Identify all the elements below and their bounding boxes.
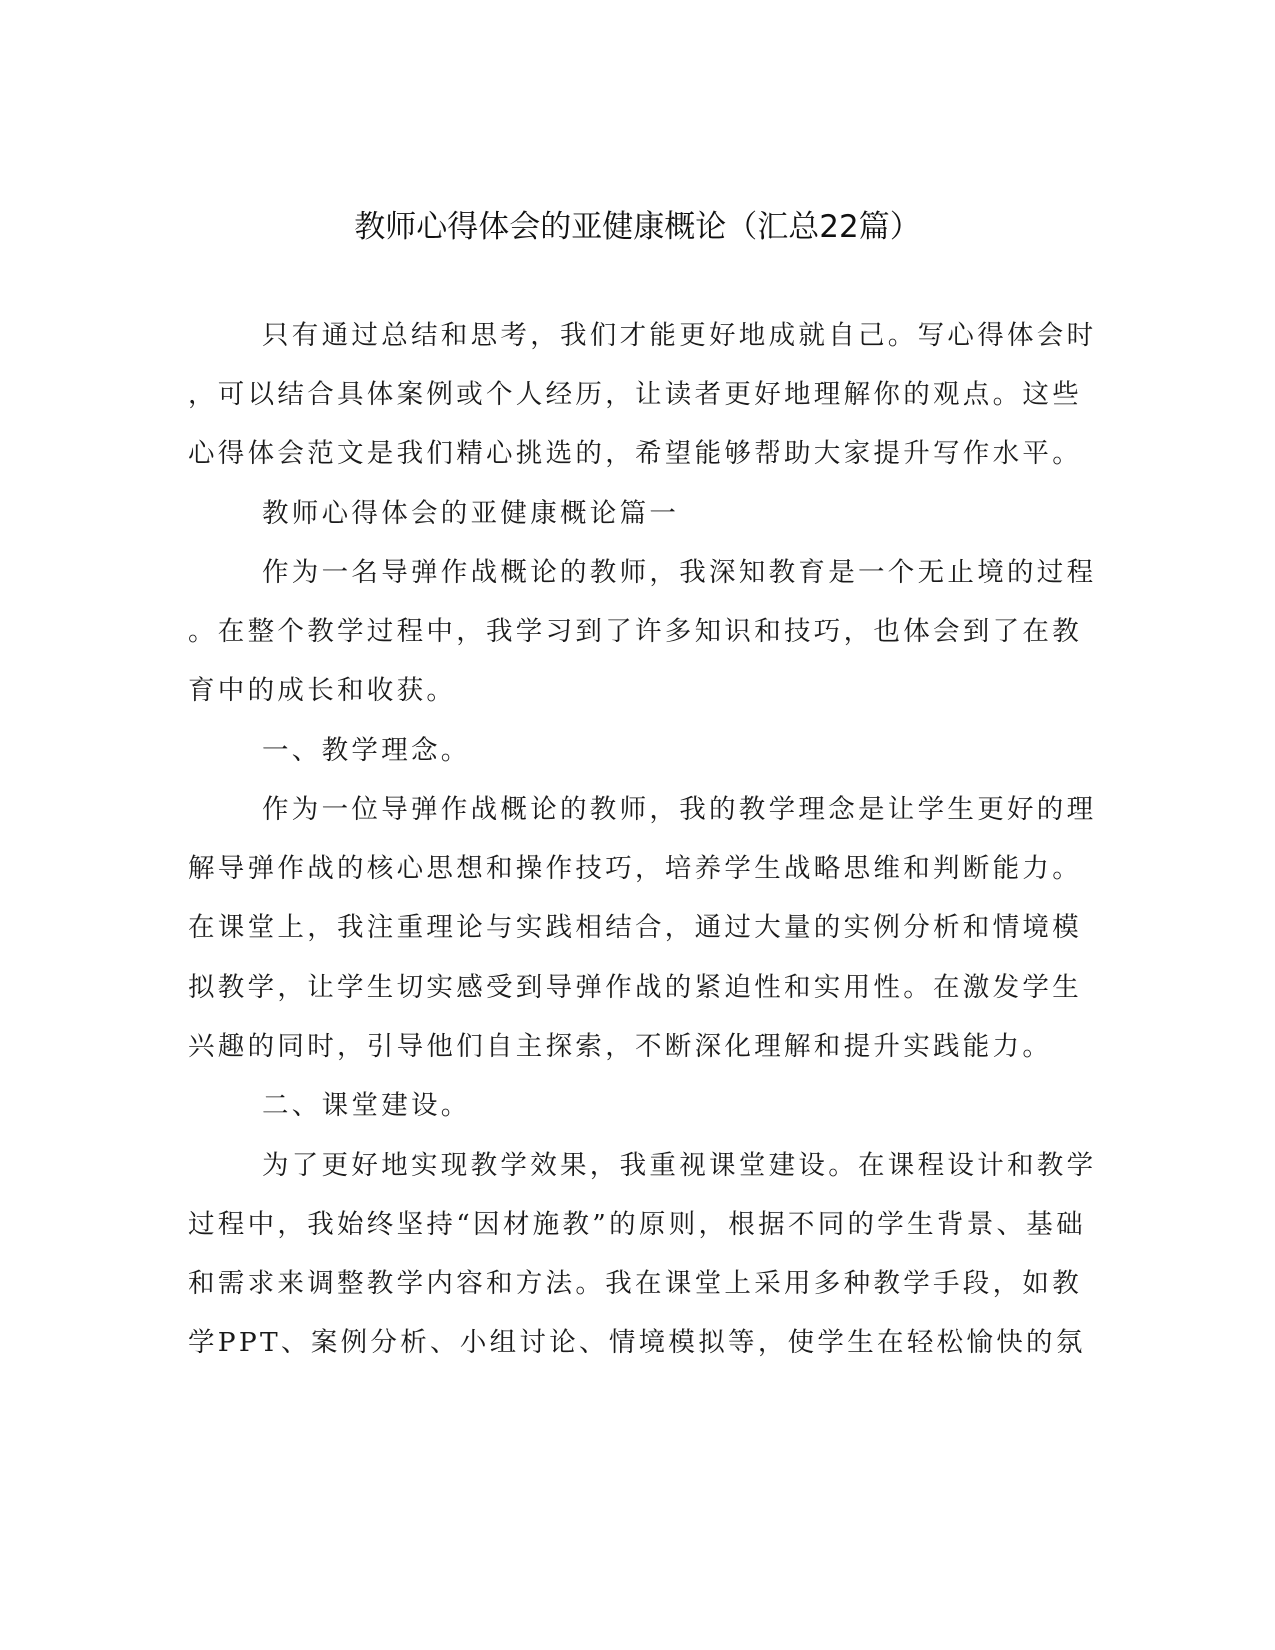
paragraph-line: ，可以结合具体案例或个人经历，让读者更好地理解你的观点。这些	[188, 379, 1082, 410]
paragraph-line: 解导弹作战的核心思想和操作技巧，培养学生战略思维和判断能力。	[188, 853, 1082, 884]
paragraph-line: 育中的成长和收获。	[188, 675, 457, 706]
paragraph-line: 兴趣的同时，引导他们自主探索，不断深化理解和提升实践能力。	[188, 1031, 1053, 1062]
paragraph-line: 。在整个教学过程中，我学习到了许多知识和技巧，也体会到了在教	[188, 616, 1082, 647]
paragraph-line: 学PPT、案例分析、小组讨论、情境模拟等，使学生在轻松愉快的氛	[188, 1327, 1086, 1358]
paragraph-line: 在课堂上，我注重理论与实践相结合，通过大量的实例分析和情境模	[188, 912, 1082, 943]
paragraph-line: 为了更好地实现教学效果，我重视课堂建设。在课程设计和教学	[262, 1150, 1097, 1181]
paragraph-line: 只有通过总结和思考，我们才能更好地成就自己。写心得体会时	[262, 320, 1097, 351]
document-title: 教师心得体会的亚健康概论（汇总22篇）	[354, 209, 921, 245]
paragraph-line: 拟教学，让学生切实感受到导弹作战的紧迫性和实用性。在激发学生	[188, 972, 1082, 1003]
paragraph-line: 心得体会范文是我们精心挑选的，希望能够帮助大家提升写作水平。	[188, 438, 1082, 469]
paragraph-line: 过程中，我始终坚持“因材施教”的原则，根据不同的学生背景、基础	[188, 1209, 1086, 1240]
paragraph-line: 作为一位导弹作战概论的教师，我的教学理念是让学生更好的理	[262, 794, 1097, 825]
paragraph-line: 作为一名导弹作战概论的教师，我深知教育是一个无止境的过程	[262, 557, 1097, 588]
subsection-heading: 一、教学理念。	[262, 735, 471, 766]
subsection-heading: 二、课堂建设。	[262, 1090, 471, 1121]
paragraph-line: 和需求来调整教学内容和方法。我在课堂上采用多种教学手段，如教	[188, 1268, 1082, 1299]
section-heading: 教师心得体会的亚健康概论篇一	[262, 498, 680, 529]
